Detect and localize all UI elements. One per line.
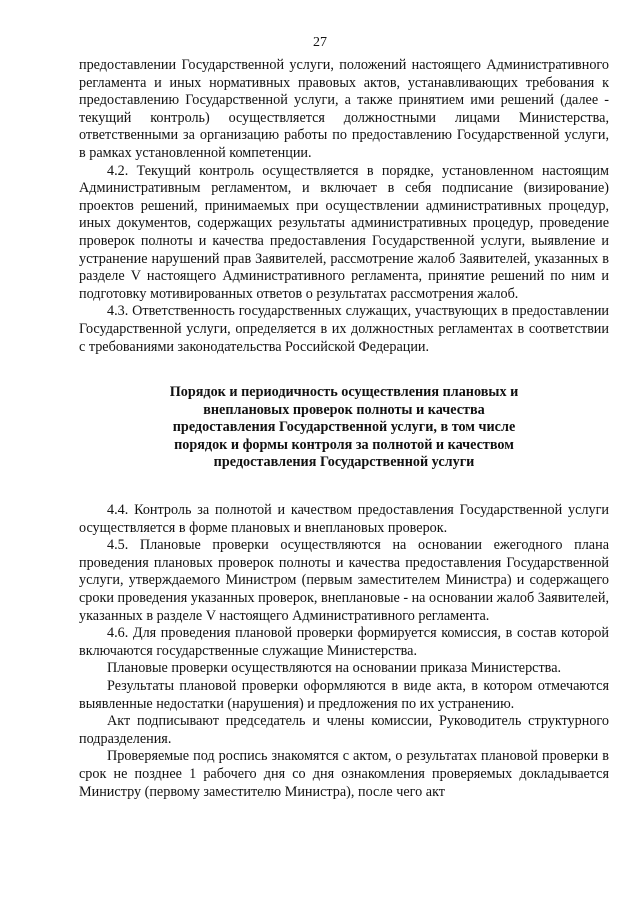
section-heading-line: порядок и формы контроля за полнотой и качеством <box>174 436 514 453</box>
section-heading <box>79 384 609 472</box>
section-heading-line: внеплановых проверок полноты и качества <box>203 401 485 418</box>
paragraph-4-2: 4.2. Текущий контроль осуществляется в порядке, установленном настоящим Административным регламентом, и включает в себя подписание (визирование) проектов решений, принимаемых при осуществлении административных процедур, иных документов, содержащих результаты административных процедур, проведение проверок полноты и качества предоставления Государственной услуги, выявление и устранение нарушений прав Заявителей, рассмотрение жалоб Заявителей, указанных в разделе V настоящего Административного регламента, принятие решений по ним и подготовку мотивированных ответов о результатах рассмотрения жалоб. <box>79 162 609 302</box>
paragraph-4-5: 4.5. Плановые проверки осуществляются на основании ежегодного плана проведения плановых проверок полноты и качества предоставления Государственной услуги, утверждаемого Министром (первым заместителем Министра) и содержащего сроки проведения указанных проверок, внеплановые - на основании жалоб Заявителей, указанных в разделе V настоящего Административного регламента. <box>79 537 609 624</box>
paragraphs-before-heading <box>79 57 609 356</box>
paragraph-act-signing: Акт подписывают председатель и члены комиссии, Руководитель структурного подразделения. <box>79 713 609 747</box>
document-body <box>79 57 609 801</box>
page-number: 27 <box>313 35 327 50</box>
paragraph-planned-checks: Плановые проверки осуществляются на основании приказа Министерства. <box>107 660 562 677</box>
section-heading-line: предоставления Государственной услуги <box>213 454 475 471</box>
paragraph-4-4: 4.4. Контроль за полнотой и качеством предоставления Государственной услуги осуществляется в форме плановых и внеплановых проверок. <box>79 502 609 536</box>
paragraph-4-3: 4.3. Ответственность государственных служащих, участвующих в предоставлении Государственной услуги, определяется в их должностных регламентах в соответствии с требованиями законодательства Российской Федерации. <box>79 303 609 355</box>
paragraphs-after-heading <box>79 502 609 801</box>
paragraph-4-1-continuation: предоставлении Государственной услуги, положений настоящего Административного регламента и иных нормативных правовых актов, устанавливающих требования к предоставлению Государственной услуги, а также принятием ими решений (далее - текущий контроль) осуществляется должностными лицами Министерства, ответственными за организацию работы по предоставлению Государственной услуги, в рамках установленной компетенции. <box>79 57 609 161</box>
paragraph-check-results: Результаты плановой проверки оформляются в виде акта, в котором отмечаются выявленные недостатки (нарушения) и предложения по их устранению. <box>79 678 609 712</box>
section-heading-line: Порядок и периодичность осуществления плановых и <box>169 384 519 401</box>
section-heading-line: предоставления Государственной услуги, в том числе <box>172 419 516 436</box>
paragraph-4-6: 4.6. Для проведения плановой проверки формируется комиссия, в состав которой включаются государственные служащие Министерства. <box>79 625 609 659</box>
paragraph-act-familiarization: Проверяемые под роспись знакомятся с актом, о результатах плановой проверки в срок не позднее 1 рабочего дня со дня ознакомления проверяемых докладывается Министру (первому заместителю Министра), после чего акт <box>79 748 609 800</box>
